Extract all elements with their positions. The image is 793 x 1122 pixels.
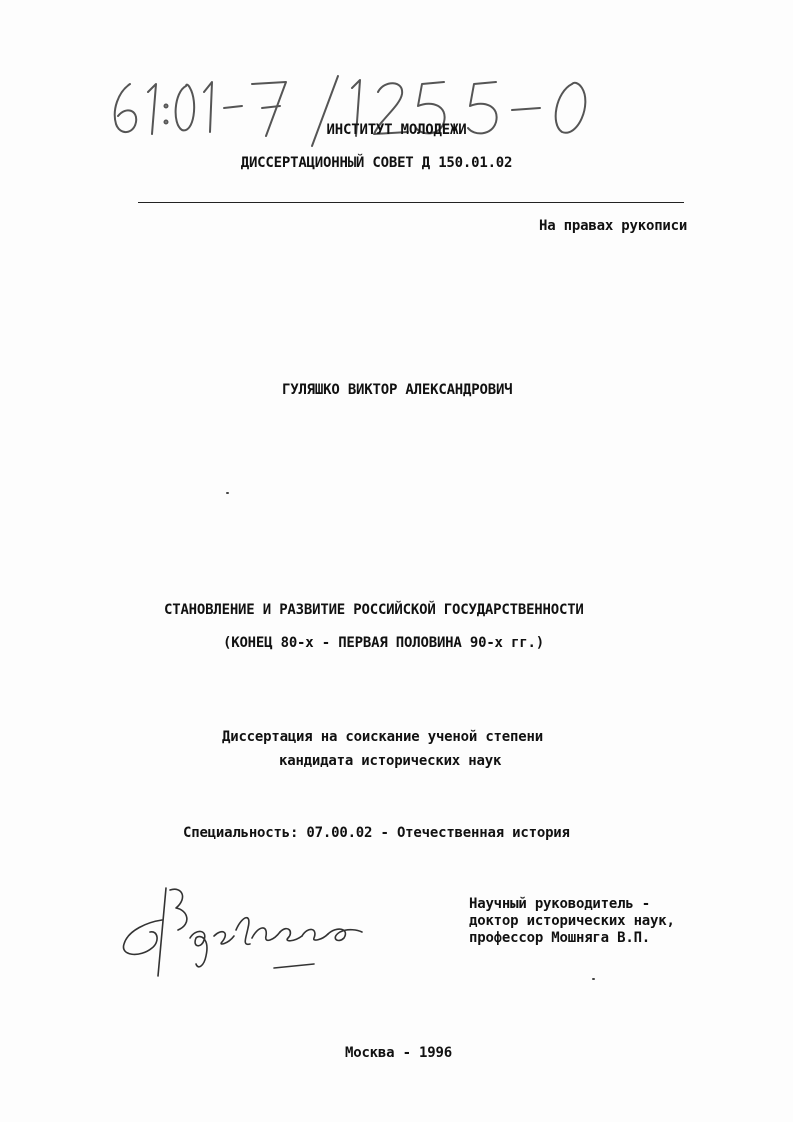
header-divider [138, 202, 684, 203]
supervisor-line-2: доктор исторических наук, [469, 913, 675, 929]
dissertation-council: ДИССЕРТАЦИОННЫЙ СОВЕТ Д 150.01.02 [240, 155, 513, 171]
scan-speck [592, 978, 595, 980]
scan-speck [226, 492, 229, 494]
author-signature [118, 880, 368, 990]
specialty: Специальность: 07.00.02 - Отечественная история [183, 825, 570, 841]
author-name: ГУЛЯШКО ВИКТОР АЛЕКСАНДРОВИЧ [282, 382, 513, 398]
dissertation-title-line-2: (КОНЕЦ 80-х - ПЕРВАЯ ПОЛОВИНА 90-х гг.) [223, 635, 544, 651]
city-year: Москва - 1996 [345, 1045, 452, 1061]
degree-line-2: кандидата исторических наук [279, 753, 502, 769]
supervisor-line-3: профессор Мошняга В.П. [469, 930, 651, 946]
manuscript-rights-note: На правах рукописи [539, 218, 688, 234]
supervisor-line-1: Научный руководитель - [469, 896, 651, 912]
handwritten-catalog-number [100, 62, 620, 152]
degree-line-1: Диссертация на соискание ученой степени [222, 729, 543, 745]
scientific-supervisor [469, 896, 675, 947]
institute-name: ИНСТИТУТ МОЛОДЕЖИ [326, 122, 467, 138]
dissertation-title-line-1: СТАНОВЛЕНИЕ И РАЗВИТИЕ РОССИЙСКОЙ ГОСУДАРСТВЕННОСТИ [164, 602, 584, 618]
